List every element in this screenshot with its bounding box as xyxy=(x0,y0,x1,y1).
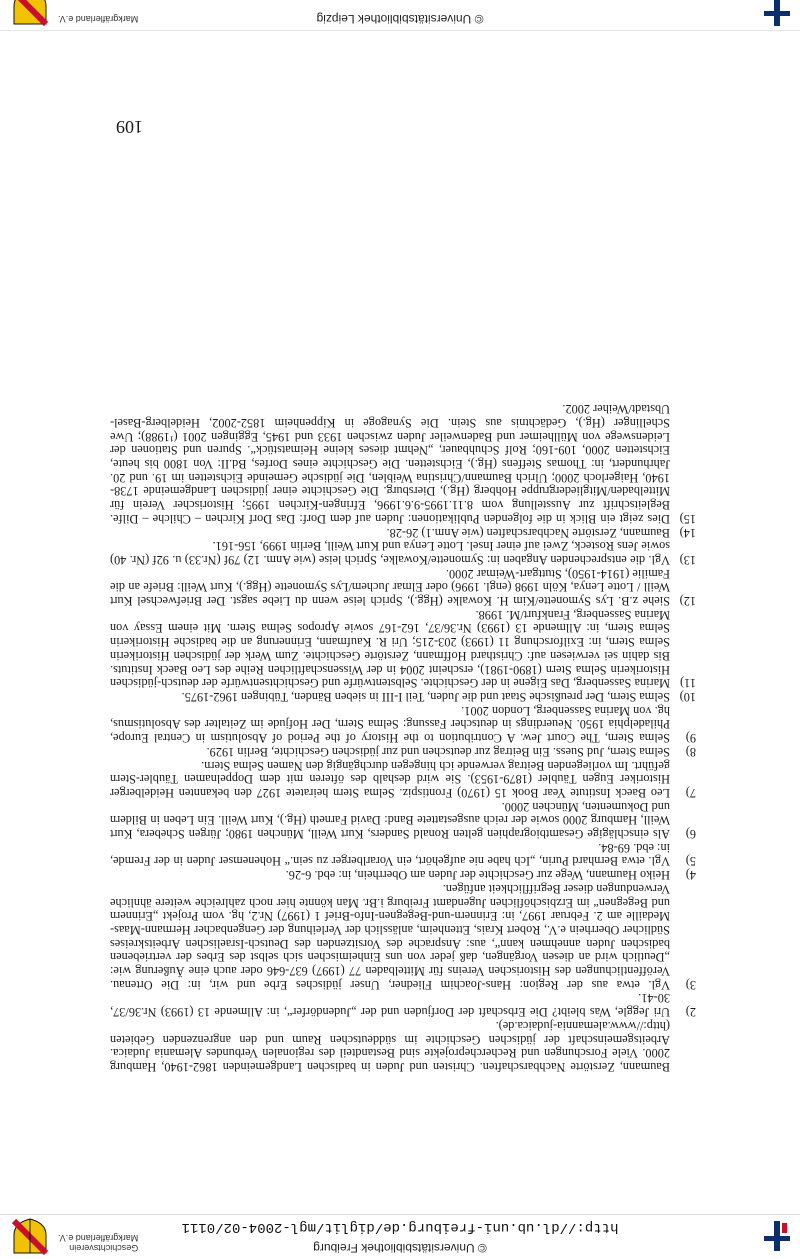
footnote: 6) Als einschlägige Gesamtbiographien gelten Ronald Sanders, Kurt Weill, München 1980; Jürgen Schebera, Kurt Weill, Hamburg 2000 sowie der reich ausgestattete Band: David Farneth (Hg.), Kurt Weill. Ein Leben in Bildern und Dokumenten, München 2000. xyxy=(110,799,696,842)
footer-bar xyxy=(0,0,800,31)
footnote: 2) Uri Jeggle, Was bleibt? Die Erbschaft der Dorfjuden und der „Judendörfer“, in: Allmende 13 (1993) Nr.36/37, 30-41. xyxy=(110,991,696,1020)
document-url[interactable]: http://dl.ub.uni-freiburg.de/diglit/mgl-2004-02/0111 xyxy=(181,1219,619,1235)
crest-icon xyxy=(10,1217,50,1257)
crest-icon xyxy=(10,0,50,28)
page-number: 109 xyxy=(116,117,143,137)
footnote: 15) Dies zeigt ein Blick in die folgenden Publikationen: Juden auf dem Dorf: Das Dorf Kirchen – Chilche – Dilfe. Begleitschrift zur Ausstellung vom 8.11.1995-9.6.1996, Efringen-Kirchen 1995; Historischer Verein für Mittelbaden/Mitgliedergruppe Hohberg (Hg.), Diersburg. Die Geschichte einer jüdischen Landgemeinde 1738-1940, Haigerloch 2000; Ulrich Baumann/Christina Weiblen, Die jüdische Gemeinde Eichstetten im 19. und 20. Jahrhundert, in: Thomas Steffens (Hg.), Eichstetten. Die Geschichte eines Dorfes, Bd.II: Von 1800 bis heute, Eichstetten 2000, 109-160; Rolf Schuhbauer, „Nehmt dieses kleine Heimatstück“. Spuren und Stationen der Leidenswege von Müllheimer und Badenweiler Juden zwischen 1933 und 1945, Eggingen 2001 (¹1988); Uwe Schellinger (Hg.), Gedächtnis aus Stein. Die Synagoge in Kippenheim 1852-2002, Heidelberg-Basel-Ubstadt/Weiher 2002. xyxy=(110,402,696,526)
institution-credit: © Universitätsbibliothek Freiburg xyxy=(313,1241,487,1255)
footnote: 14) Baumann, Zerstörte Nachbarschaften (wie Anm.1) 26-28. xyxy=(386,525,696,540)
footnotes-block xyxy=(110,402,696,1073)
footnote: 9) Selma Stern, The Court Jew. A Contribution to the History of the Period of Absolutism in Central Europe, Philadelphia 1950. Neuerdings in deutscher Fassung: Selma Stern, Der Hofjude im Zeitalter des Absolutismus, hg. von Marina Sassenberg, London 2001. xyxy=(110,703,696,746)
document-page xyxy=(110,60,704,1199)
footer-institution: © Universitätsbibliothek Leipzig xyxy=(316,12,484,26)
footer-society: Markgräflerland e.V. xyxy=(58,14,139,24)
society-name: Geschichtsverein Markgräflerland e.V. xyxy=(58,1233,139,1253)
header-bar xyxy=(0,1214,800,1259)
footnote: 5) Vgl. etwa Bernhard Purin, „Ich habe nie aufgehört, ein Vorarlberger zu sein.“ Hohenemser Juden in der Fremde, in: ebd. 69-84. xyxy=(110,840,696,869)
footnote: 11) Marina Sassenberg, Das Eigene in der Geschichte. Selbstentwürfe und Geschichtsentwürfe der deutsch-jüdischen Historikerin Selma Stern (1890-1981), erscheint 2004 in der Wissenschaftlichen Reihe des Leo Baeck Instituts. Bis dahin sei verwiesen auf: Christhard Hoffmann, Zerstörte Geschichte. Zum Werk der jüdischen Historikerin Selma Stern, in: Exilforschung 11 (1993) 203-215; Uri R. Kaufmann, Erinnerung an die badische Historikerin Selma Stern, in: Allmende 13 (1993) Nr.36/37, 162-167 sowie Apropos Selma Stern. Mit einem Essay von Marina Sassenberg, Frankfurt/M. 1998. xyxy=(110,607,696,691)
footnote: 13) Vgl. die entsprechenden Angaben in: Symonette/Kowalke, Sprich leise (wie Anm. 12) 79f (Nr.33) u. 92f (Nr. 40) sowie Jens Rosteck, Zwei auf einer Insel. Lotte Lenya und Kurt Weill, Berlin 1999, 156-161. xyxy=(110,539,696,567)
footnote: 7) Leo Baeck Institute Year Book 15 (1970) Frontispiz. Selma Stern heiratete 1927 den bekannten Heidelberger Historiker Eugen Täubler (1879-1953). Sie wird deshalb des öfteren mit dem Doppelnamen Täubler-Stern geführt. Im vorliegenden Beitrag verwende ich hingegen durchgängig den Namen Selma Stern. xyxy=(110,758,696,800)
footnote: 3) Vgl. etwa aus der Region: Hans-Joachim Fliedner, Unser jüdisches Erbe und wir, in: Die Ortenau. Veröffentlichungen des Historischen Vereins für Mittelbaden 77 (1997) 637-646 oder auch eine Äußerung wie: „Deutlich wird an diesen Vorgängen, daß jeder von uns Einheimischen sich selbst des Erbes der vertriebenen badischen Juden annehmen kann“, aus: Ansprache des Vorsitzenden des Deutsch-Israelischen Arbeitskreises Südlicher Oberrhein e.V., Robert Krais, Ettenheim, anlässlich der Verleihung der Gengenbacher Hermann-Maas-Medaille am 2. Februar 1997, in: Erinnern-und-Begegnen-Info-Brief 1 (1997) Nr.2, hg. vom Projekt „Erinnern und Begegnen“ im Erzbischöflichen Jugendamt Freiburg i.Br. Man könnte hier noch zahlreiche weitere ähnliche Verwendungen dieser Begrifflichkeit anfügen. xyxy=(110,881,696,992)
footnote-intro: Baumann, Zerstörte Nachbarschaften. Christen und Juden in badischen Landgemeinden 1862-1940, Hamburg 2000. Viele Forschungen und Rechercheprojekte sind Bestandteil des regionalen Verbundes Alemania Judaica. Arbeitsgemeinschaft der jüdischen Geschichte im süddeutschen Raum und den angrenzenden Gebieten (http://www.alemannia-judaica.de). xyxy=(110,1018,670,1074)
footnote: 10) Selma Stern, Der preußische Staat und die Juden, Teil I-III in sieben Bänden, Tübingen 1962-1975. xyxy=(181,690,696,705)
footnote: 4) Heiko Haumann, Wege zur Geschichte der Juden am Oberrhein, in: ebd. 6-26. xyxy=(285,868,696,883)
footnote: 8) Selma Stern, Jud Suess. Ein Beitrag zur deutschen und zur jüdischen Geschichte, Berlin 1929. xyxy=(206,744,696,759)
footnote: 12) Siehe z.B. Lys Symonette/Kim H. Kowalke (Hgg.), Sprich leise wenn du Liebe sagst. Der Briefwechsel Kurt Weill / Lotte Lenya, Köln 1998 (engl. 1996) oder Elmar Juchem/Lys Symonette (Hgg.), Kurt Weill: Briefe an die Familie (1914-1950), Stuttgart-Weimar 2000. xyxy=(110,566,696,609)
